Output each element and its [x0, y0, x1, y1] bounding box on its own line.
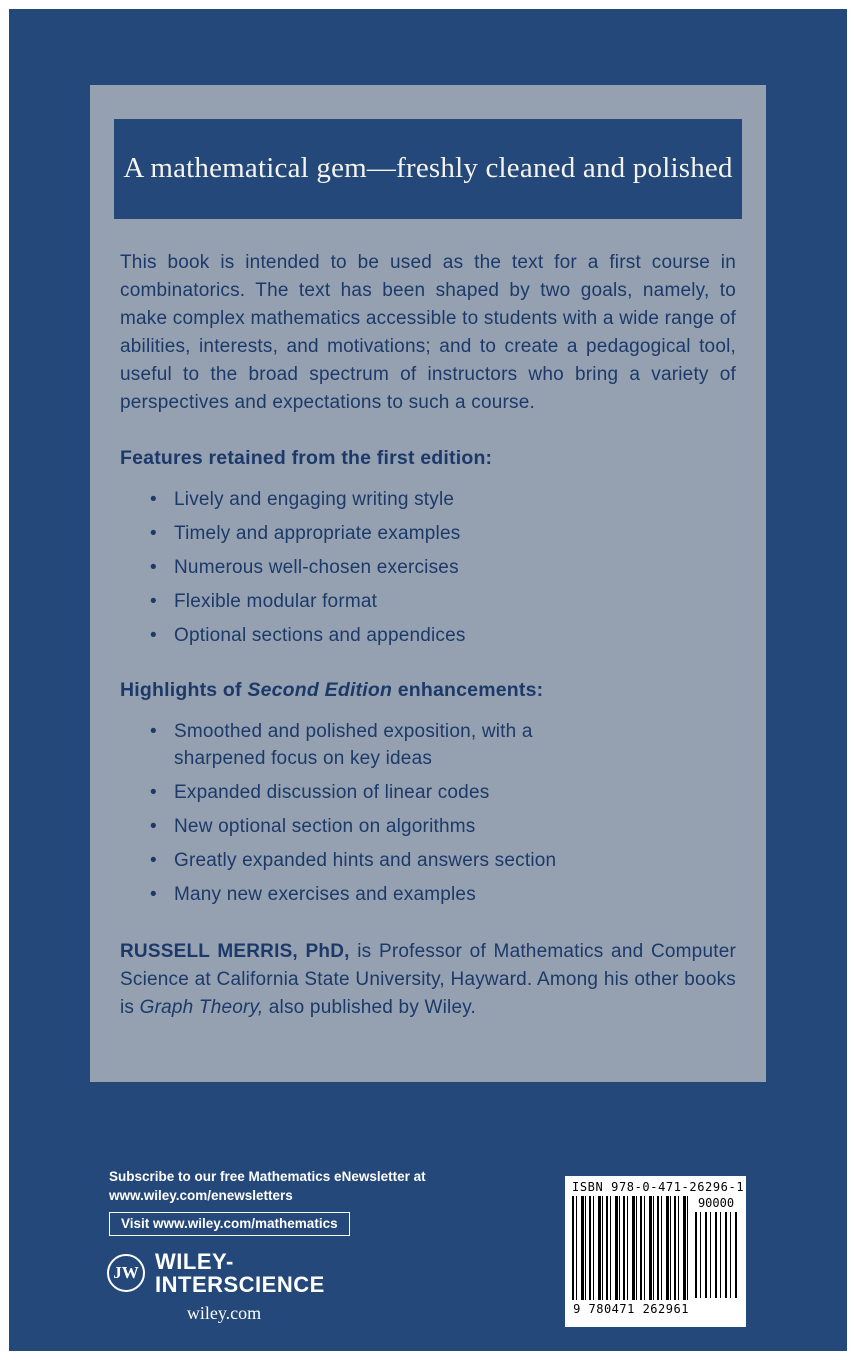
bullet-icon: • — [150, 782, 157, 803]
author-paragraph — [120, 938, 736, 1022]
isbn-text: ISBN 978-0-471-26296-1 — [572, 1180, 745, 1194]
bullet-icon: • — [150, 884, 157, 905]
headline: A mathematical gem—freshly cleaned and polished — [123, 152, 733, 184]
barcode-main — [572, 1196, 690, 1316]
bullet-icon: • — [150, 625, 157, 646]
book-title-italic: Graph Theory, — [139, 997, 264, 1018]
highlights-heading-edition: Second Edition — [247, 679, 393, 701]
cover-copy — [90, 249, 766, 1022]
barcode-bars — [572, 1196, 690, 1300]
newsletter-note — [109, 1167, 426, 1205]
cover-background — [9, 9, 847, 1351]
author-text-2: also published by Wiley. — [263, 997, 477, 1018]
list-item-label: Expanded discussion of linear codes — [174, 782, 490, 803]
highlights-heading-suffix: enhancements: — [392, 679, 544, 701]
bullet-icon: • — [150, 489, 157, 510]
bullet-icon: • — [150, 816, 157, 837]
author-text-1: is Professor of Mathematics and Computer Science at California State University, Hayward. Among his other books is — [120, 941, 736, 1018]
list-item — [148, 622, 580, 649]
barcode-digits: 9 780471 262961 — [573, 1302, 689, 1316]
list-item-label: Timely and appropriate examples — [174, 523, 461, 544]
list-item-label: Numerous well-chosen exercises — [174, 557, 459, 578]
list-item — [148, 779, 580, 806]
list-item — [148, 520, 580, 547]
list-item — [148, 486, 580, 513]
highlights-list — [148, 718, 736, 908]
bullet-icon: • — [150, 557, 157, 578]
list-item-label: Smoothed and polished exposition, with a sharpened focus on key ideas — [174, 721, 533, 769]
bullet-icon: • — [150, 523, 157, 544]
list-item-label: New optional section on algorithms — [174, 816, 476, 837]
list-item — [148, 718, 580, 772]
list-item — [148, 881, 580, 908]
list-item-label: Optional sections and appendices — [174, 625, 466, 646]
publisher-logo-row — [107, 1250, 325, 1296]
list-item — [148, 813, 580, 840]
list-item-label: Flexible modular format — [174, 591, 378, 612]
list-item — [148, 847, 580, 874]
author-name: RUSSELL MERRIS, PhD, — [120, 941, 350, 962]
list-item-label: Greatly expanded hints and answers section — [174, 850, 557, 871]
publisher-name-line-1: WILEY- — [155, 1249, 234, 1274]
visit-box: Visit www.wiley.com/mathematics — [109, 1212, 350, 1236]
barcode-addon — [695, 1196, 737, 1316]
features-list — [148, 486, 736, 649]
bullet-icon: • — [150, 591, 157, 612]
publisher-url: wiley.com — [186, 1303, 262, 1323]
bullet-icon: • — [150, 721, 157, 742]
headline-band — [114, 119, 742, 219]
list-item-label: Many new exercises and examples — [174, 884, 476, 905]
publisher-name-line-2: INTERSCIENCE — [155, 1272, 325, 1297]
barcode-row — [572, 1196, 739, 1316]
list-item — [148, 588, 580, 615]
list-item-label: Lively and engaging writing style — [174, 489, 455, 510]
highlights-heading — [120, 679, 736, 702]
barcode-addon-digits: 90000 — [697, 1196, 735, 1210]
highlights-heading-prefix: Highlights of — [120, 679, 248, 701]
content-panel — [90, 85, 766, 1082]
newsletter-line-2: www.wiley.com/enewsletters — [109, 1188, 293, 1203]
wiley-logo-icon: JW — [107, 1254, 145, 1292]
newsletter-line-1: Subscribe to our free Mathematics eNewsletter at — [109, 1169, 426, 1184]
list-item — [148, 554, 580, 581]
features-heading: Features retained from the first edition: — [120, 447, 493, 469]
barcode-addon-bars — [695, 1212, 737, 1298]
publisher-name — [155, 1250, 325, 1296]
barcode — [565, 1176, 746, 1327]
intro-paragraph: This book is intended to be used as the text for a first course in combinatorics. The text has been shaped by two goals, namely, to make complex mathematics accessible to students with a wide range of abilities, interests, and motivations; and to create a pedagogical tool, useful to the broad spectrum of instructors who bring a variety of perspectives and expectations to such a course. — [120, 252, 736, 413]
bullet-icon: • — [150, 850, 157, 871]
